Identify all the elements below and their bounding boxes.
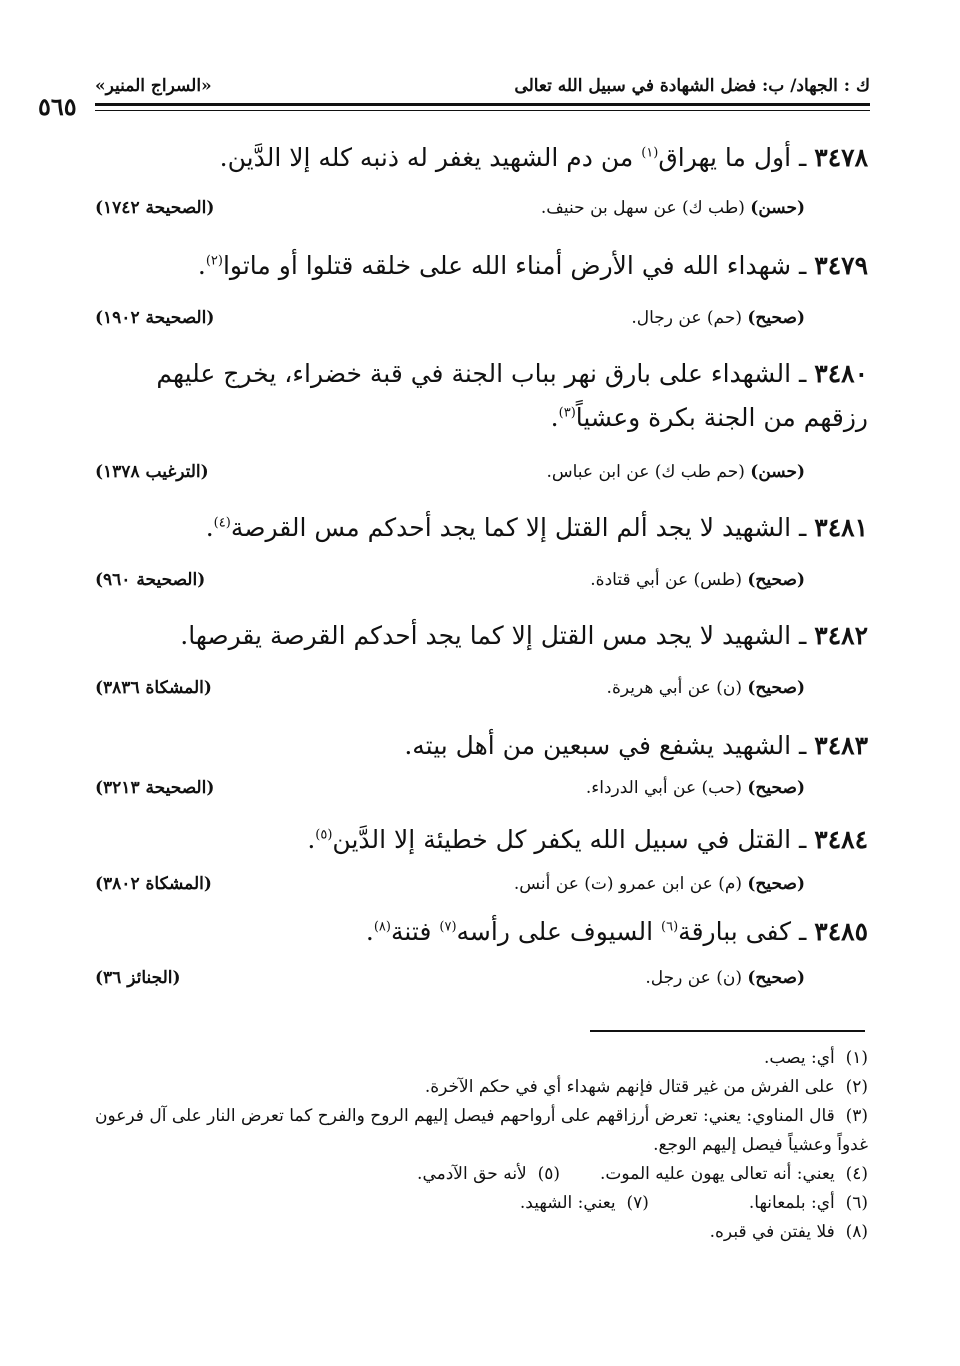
- hadith-source-row: [95, 968, 805, 998]
- header-rule-thin: [95, 110, 870, 111]
- hadith-number: ٣٤٨١: [814, 513, 868, 542]
- reference: (المشكاة ٣٨٣٦): [95, 678, 212, 698]
- footnote: [600, 1160, 868, 1189]
- hadith-source-row: [95, 308, 805, 338]
- footnote-text: يعني: أنه تعالى يهون عليه الموت.: [599, 1164, 835, 1184]
- footnote-number: (٣): [845, 1106, 868, 1126]
- hadith-text: ٣٤٨١ ـ الشهيد لا يجد ألم القتل إلا كما يجد أحدكم مس القرصة$^{(٤)}$.: [205, 513, 868, 542]
- hadith-3485: [93, 910, 868, 954]
- grade: (صحيح): [747, 308, 805, 328]
- footnote: [417, 1160, 560, 1189]
- hadith-body-cont: السيوف على رأسه: [456, 917, 654, 946]
- hadith-body-cont: من دم الشهيد يغفر له ذنبه كله إلا الدَّين.: [219, 143, 634, 172]
- footnote-text: أي: بلمعانها.: [748, 1193, 835, 1213]
- grade: (صحيح): [747, 570, 805, 590]
- footnote-text: أي: يصب.: [764, 1048, 835, 1068]
- footnote: [93, 1218, 868, 1247]
- hadith-grade-source: [631, 308, 805, 328]
- hadith-grade-source: [590, 570, 805, 590]
- footnote-text: لأنه حق الآدمي.: [417, 1164, 527, 1184]
- hadith-text: ٣٤٨٤ ـ القتل في سبيل الله يكفر كل خطيئة إلا الدَّين$^{(٥)}$.: [307, 825, 868, 854]
- hadith-number: ٣٤٨٠: [814, 359, 868, 388]
- footnote-number: (٧): [626, 1193, 649, 1213]
- hadith-number: ٣٤٧٨: [814, 143, 868, 172]
- footnote-number: (٥): [537, 1164, 560, 1184]
- hadith-3478: [93, 136, 868, 180]
- hadith-end: .: [205, 513, 214, 542]
- hadith-body: الشهيد لا يجد مس القتل إلا كما يجد أحدكم القرصة يقرصها.: [180, 621, 792, 650]
- hadith-source-row: [95, 462, 805, 492]
- hadith-end: .: [307, 825, 316, 854]
- grade: (صحيح): [747, 874, 805, 894]
- footnote-number: (٨): [845, 1222, 868, 1242]
- book-title: «السراج المنير»: [95, 76, 212, 96]
- hadith-number: ٣٤٨٣: [814, 731, 868, 760]
- hadith-body: شهداء الله في الأرض أمناء الله على خلقه قتلوا أو ماتوا: [222, 251, 792, 280]
- footnote-text: يعني: الشهيد.: [519, 1193, 616, 1213]
- hadith-number: ٣٤٨٤: [814, 825, 868, 854]
- grade: (صحيح): [747, 778, 805, 798]
- reference: (الترغيب ١٣٧٨): [95, 462, 209, 482]
- hadith-number: ٣٤٧٩: [814, 251, 868, 280]
- page-number: ٥٦٥: [38, 92, 77, 121]
- footnote-pair: [93, 1189, 868, 1218]
- footnote-text: قال المناوي: يعني: تعرض أرزاقهم على أرواحهم فيصل إليهم الروح والفرح كما تعرض النار على آل فرعون غدواً وعشياً فيصل إليهم الوجع.: [95, 1106, 868, 1155]
- hadith-body: الشهداء على بارق نهر بباب الجنة في قبة خضراء، يخرج عليهم رزقهم من الجنة بكرة وعشياً: [156, 359, 868, 432]
- reference: (الصحيحة ١٩٠٢): [95, 308, 215, 328]
- hadith-text: ٣٤٨٢ ـ الشهيد لا يجد مس القتل إلا كما يجد أحدكم القرصة يقرصها.: [180, 621, 868, 650]
- footnote-marker: (٨): [373, 919, 391, 935]
- hadith-text: ٣٤٨٣ ـ الشهيد يشفع في سبعين من أهل بيته.: [404, 731, 868, 760]
- footnote-marker: (١): [641, 145, 659, 161]
- hadith-grade-source: [645, 968, 805, 988]
- hadith-grade-source: [541, 198, 805, 218]
- hadith-body: الشهيد يشفع في سبعين من أهل بيته.: [404, 731, 792, 760]
- footnote-marker: (٧): [439, 919, 457, 935]
- source: (طس) عن أبي قتادة.: [590, 570, 742, 590]
- footnote-marker: (٦): [661, 919, 679, 935]
- reference: (الجنائز ٣٦): [95, 968, 181, 988]
- hadith-text: ٣٤٨٠ ـ الشهداء على بارق نهر بباب الجنة في قبة خضراء، يخرج عليهم رزقهم من الجنة بكرة وعشياً$^{(٣)}$.: [156, 359, 868, 432]
- hadith-body: أول ما يهراق: [658, 143, 792, 172]
- hadith-3479: [93, 244, 868, 288]
- hadith-text: ٣٤٧٩ ـ شهداء الله في الأرض أمناء الله على خلقه قتلوا أو ماتوا$^{(٢)}$.: [197, 251, 868, 280]
- hadith-3481: [93, 506, 868, 550]
- source: (حم طب ك) عن ابن عباس.: [546, 462, 745, 482]
- reference: (الصحيحة ٩٦٠): [95, 570, 206, 590]
- footnote-marker: (٤): [213, 515, 231, 531]
- hadith-body: الشهيد لا يجد ألم القتل إلا كما يجد أحدكم مس القرصة: [230, 513, 792, 542]
- source: (ن) عن أبي هريرة.: [606, 678, 742, 698]
- source: (حب) عن أبي الدرداء.: [585, 778, 742, 798]
- footnote-marker: (٢): [205, 253, 223, 269]
- hadith-3482: [93, 614, 868, 658]
- grade: (حسن): [750, 462, 805, 482]
- header-rule-thick: [95, 103, 870, 106]
- source: (م) عن ابن عمرو (ت) عن أنس.: [513, 874, 742, 894]
- hadith-body: كفى ببارقة: [678, 917, 792, 946]
- hadith-3484: [93, 818, 868, 862]
- hadith-number: ٣٤٨٥: [814, 917, 868, 946]
- hadith-grade-source: [546, 462, 805, 482]
- hadith-source-row: [95, 570, 805, 600]
- footnote-number: (٤): [845, 1164, 868, 1184]
- footnote-marker: (٥): [315, 827, 333, 843]
- reference: (المشكاة ٣٨٠٢): [95, 874, 212, 894]
- footnote-marker: (٣): [558, 405, 576, 421]
- hadith-3483: [93, 724, 868, 768]
- footnote: [93, 1044, 868, 1073]
- hadith-3480: [93, 352, 868, 440]
- reference: (الصحيحة ١٧٤٢): [95, 198, 215, 218]
- grade: (صحيح): [747, 968, 805, 988]
- footnote: [93, 1073, 868, 1102]
- hadith-text: ٣٤٨٥ ـ كفى ببارقة$^{(٦)}$ السيوف على رأسه$^{(٧)}$ فتنة$^{(٨)}$.: [365, 917, 868, 946]
- hadith-end: .: [550, 403, 559, 432]
- footnote: [520, 1189, 649, 1218]
- chapter-title: ك : الجهاد/ ب: فضل الشهادة في سبيل الله تعالى: [514, 76, 870, 96]
- hadith-number: ٣٤٨٢: [814, 621, 868, 650]
- hadith-text: ٣٤٧٨ ـ أول ما يهراق$^{(١)}$ من دم الشهيد يغفر له ذنبه كله إلا الدَّين.: [219, 143, 868, 172]
- hadith-body: القتل في سبيل الله يكفر كل خطيئة إلا الدَّين: [332, 825, 792, 854]
- footnote-pair: [93, 1160, 868, 1189]
- hadith-source-row: [95, 778, 805, 808]
- hadith-end: .: [365, 917, 374, 946]
- reference: (الصحيحة ٣٢١٣): [95, 778, 215, 798]
- hadith-source-row: [95, 874, 805, 904]
- footnote-number: (٢): [845, 1077, 868, 1097]
- hadith-body-end: فتنة: [390, 917, 432, 946]
- source: (ن) عن رجل.: [645, 968, 742, 988]
- grade: (صحيح): [747, 678, 805, 698]
- hadith-end: .: [197, 251, 206, 280]
- hadith-grade-source: [514, 874, 805, 894]
- footnote: [749, 1189, 868, 1218]
- grade: (حسن): [750, 198, 805, 218]
- source: (حم) عن رجال.: [631, 308, 742, 328]
- hadith-source-row: [95, 678, 805, 708]
- footnote-text: على الفرش من غير قتال فإنهم شهداء أي في حكم الآخرة.: [424, 1077, 835, 1097]
- footnote-number: (١): [845, 1048, 868, 1068]
- footnote-number: (٦): [845, 1193, 868, 1213]
- hadith-source-row: [95, 198, 805, 228]
- footnote: [93, 1102, 868, 1160]
- footnote-separator: [590, 1030, 865, 1032]
- hadith-grade-source: [607, 678, 805, 698]
- running-header: [95, 76, 870, 100]
- hadith-grade-source: [586, 778, 805, 798]
- footnotes: [93, 1044, 868, 1247]
- source: (طب ك) عن سهل بن حنيف.: [540, 198, 745, 218]
- footnote-text: فلا يفتن في قبره.: [709, 1222, 835, 1242]
